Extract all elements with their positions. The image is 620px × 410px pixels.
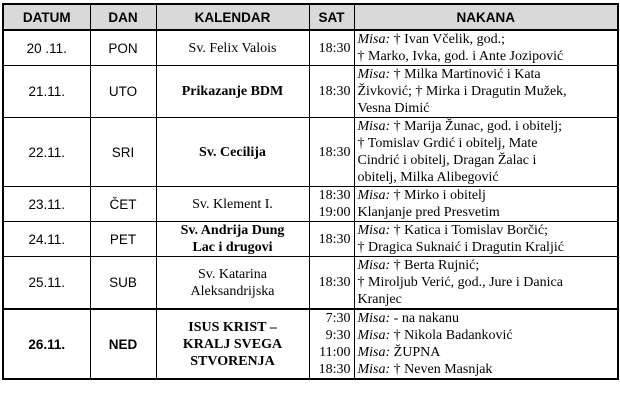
kalendar-line: KRALJ SVEGA — [182, 336, 283, 352]
cell-kalendar — [156, 222, 309, 257]
cell-dan: NED — [90, 309, 156, 379]
header-row — [3, 4, 618, 30]
misa-prefix: Misa: — [357, 362, 391, 377]
cell-kalendar — [156, 118, 309, 187]
nakana-text: † Berta Rujnić; — [390, 258, 480, 273]
nakana-text: obitelj, Milka Alibegović — [357, 170, 499, 185]
sat-time: 7:30 — [325, 311, 351, 326]
sat-time: 18:30 — [318, 84, 351, 99]
nakana-text: Živković; † Mirka i Dragutin Mužek, — [357, 84, 567, 99]
cell-sat — [309, 257, 354, 310]
header-kalendar: KALENDAR — [156, 4, 309, 30]
nakana-text: - na nakanu — [390, 311, 459, 326]
cell-datum: 25.11. — [3, 257, 90, 310]
cell-kalendar — [156, 30, 309, 66]
cell-dan: UTO — [90, 66, 156, 118]
misa-prefix: Misa: — [357, 258, 391, 273]
table-row — [3, 66, 618, 118]
schedule-body — [3, 30, 618, 379]
cell-sat — [309, 222, 354, 257]
nakana-text: † Tomislav Grdić i obitelj, Mate — [357, 136, 538, 151]
cell-nakana — [354, 222, 618, 257]
nakana-text: † Ivan Včelik, god.; — [390, 32, 506, 47]
nakana-text: Kranjec — [357, 292, 402, 307]
nakana-text: † Katica i Tomislav Borčić; — [390, 223, 548, 238]
cell-dan: SUB — [90, 257, 156, 310]
cell-kalendar — [156, 309, 309, 379]
sat-time: 19:00 — [318, 205, 351, 220]
cell-datum: 24.11. — [3, 222, 90, 257]
cell-datum: 22.11. — [3, 118, 90, 187]
kalendar-line: Sv. Katarina — [197, 266, 268, 282]
nakana-text: † Milka Martinović i Kata — [390, 67, 541, 82]
nakana-text: † Dragica Suknaić i Dragutin Kraljić — [357, 240, 564, 255]
misa-prefix: Misa: — [357, 32, 391, 47]
cell-sat — [309, 309, 354, 379]
cell-sat — [309, 187, 354, 222]
cell-datum: 26.11. — [3, 309, 90, 379]
misa-prefix: Misa: — [357, 345, 391, 360]
cell-kalendar — [156, 66, 309, 118]
nakana-line — [358, 274, 615, 291]
misa-prefix: Misa: — [357, 119, 391, 134]
nakana-text: Cindrić i obitelj, Dragan Žalac i — [357, 153, 537, 168]
cell-dan: SRI — [90, 118, 156, 187]
sat-time: 18:30 — [318, 362, 351, 377]
cell-datum: 20 .11. — [3, 30, 90, 66]
sat-time: 11:00 — [319, 345, 351, 360]
cell-nakana — [354, 30, 618, 66]
nakana-text: ŽUPNA — [390, 345, 441, 360]
cell-sat — [309, 66, 354, 118]
table-row — [3, 118, 618, 187]
cell-sat — [309, 30, 354, 66]
header-nakana: NAKANA — [354, 4, 618, 30]
nakana-text: † Mirko i obitelj — [390, 188, 486, 203]
nakana-line — [358, 222, 615, 239]
cell-nakana — [354, 118, 618, 187]
cell-dan: PET — [90, 222, 156, 257]
nakana-text: † Neven Masnjak — [390, 362, 493, 377]
sat-time: 9:30 — [325, 328, 351, 343]
nakana-line — [358, 327, 615, 344]
misa-prefix: Misa: — [357, 188, 391, 203]
kalendar-line: Sv. Klement I. — [192, 196, 273, 212]
header-sat: SAT — [309, 4, 354, 30]
nakana-line — [358, 83, 615, 100]
nakana-line — [358, 100, 615, 117]
nakana-line — [358, 239, 615, 256]
cell-dan: PON — [90, 30, 156, 66]
nakana-line — [358, 310, 615, 327]
kalendar-line: Prikazanje BDM — [181, 84, 284, 99]
nakana-line — [358, 344, 615, 361]
mass-schedule-table — [2, 3, 619, 380]
kalendar-line: Sv. Andrija Dung — [180, 223, 285, 238]
sat-time: 18:30 — [318, 40, 351, 56]
nakana-text: † Miroljub Verić, god., Jure i Danica — [357, 275, 563, 290]
nakana-line — [358, 187, 615, 204]
cell-nakana — [354, 257, 618, 310]
cell-dan: ČET — [90, 187, 156, 222]
sat-time: 18:30 — [318, 144, 351, 160]
misa-prefix: Misa: — [357, 328, 391, 343]
kalendar-line: ISUS KRIST – — [188, 319, 277, 335]
nakana-line — [358, 169, 615, 186]
kalendar-line: Sv. Felix Valois — [188, 40, 277, 56]
kalendar-line: STVORENJA — [190, 353, 275, 369]
kalendar-line: Sv. Cecilija — [199, 144, 266, 160]
nakana-line — [358, 204, 615, 221]
nakana-line — [358, 291, 615, 308]
sat-time: 18:30 — [318, 188, 351, 203]
header-datum: DATUM — [3, 4, 90, 30]
table-row — [3, 309, 618, 379]
misa-prefix: Misa: — [357, 223, 391, 238]
sat-time: 18:30 — [318, 275, 351, 290]
misa-prefix: Misa: — [357, 67, 391, 82]
kalendar-line: Lac i drugovi — [192, 240, 273, 255]
nakana-text: † Marko, Ivka, god. i Ante Jozipović — [357, 49, 564, 64]
nakana-line — [358, 135, 615, 152]
table-row — [3, 30, 618, 66]
nakana-line — [358, 361, 615, 378]
header-dan: DAN — [90, 4, 156, 30]
cell-kalendar — [156, 187, 309, 222]
nakana-text: † Nikola Badanković — [390, 328, 513, 343]
nakana-line — [358, 48, 615, 65]
cell-nakana — [354, 187, 618, 222]
nakana-line — [358, 66, 615, 83]
sat-time: 18:30 — [318, 231, 351, 247]
cell-sat — [309, 118, 354, 187]
misa-prefix: Misa: — [357, 311, 391, 326]
nakana-text: † Marija Žunac, god. i obitelj; — [390, 119, 563, 134]
cell-nakana — [354, 66, 618, 118]
cell-kalendar — [156, 257, 309, 310]
nakana-line — [358, 118, 615, 135]
nakana-line — [358, 152, 615, 169]
table-row — [3, 222, 618, 257]
table-row — [3, 257, 618, 310]
nakana-text: Klanjanje pred Presvetim — [357, 205, 500, 220]
nakana-text: Vesna Dimić — [357, 101, 430, 116]
nakana-line — [358, 31, 615, 48]
cell-nakana — [354, 309, 618, 379]
kalendar-line: Aleksandrijska — [190, 283, 275, 299]
nakana-line — [358, 257, 615, 274]
cell-datum: 21.11. — [3, 66, 90, 118]
cell-datum: 23.11. — [3, 187, 90, 222]
table-row — [3, 187, 618, 222]
